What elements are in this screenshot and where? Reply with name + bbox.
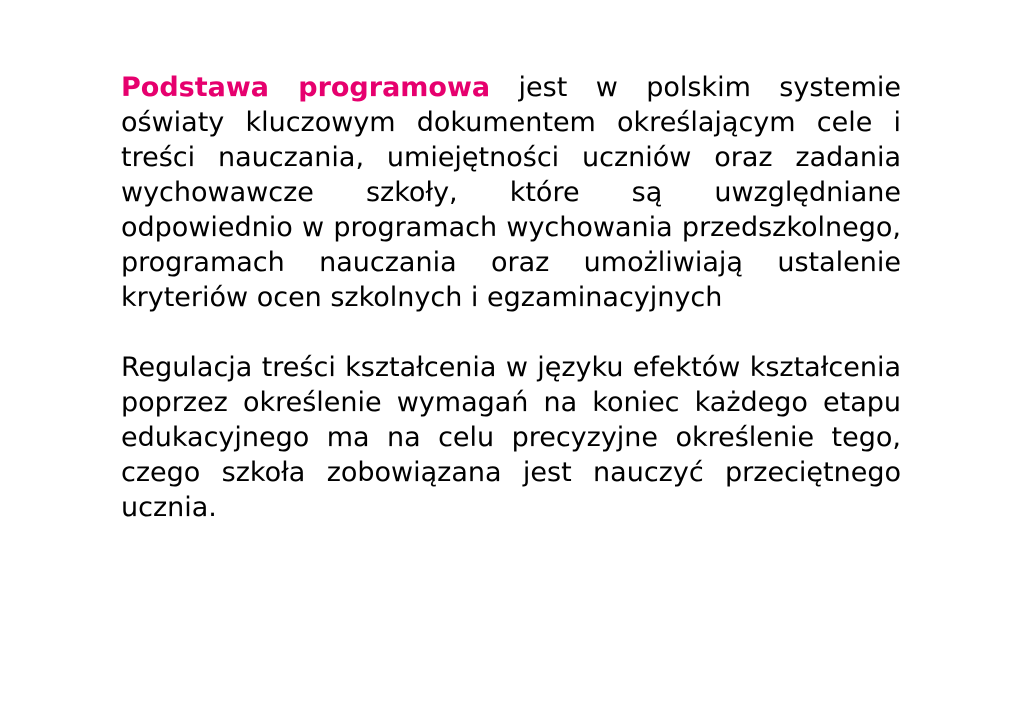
highlighted-term: Podstawa programowa: [121, 72, 491, 103]
paragraph-1-text: jest w polskim systemie oświaty kluczowym dokumentem określającym cele i treści nauczania, umiejętności uczniów oraz zadania wychowawcze szkoły, które są uwzględniane odpowiednio w programach wychowania przedszkolnego, programach nauczania oraz umożliwiają ustalenie kryteriów ocen szkolnych i egzaminacyjnych: [121, 72, 901, 313]
paragraph-podstawa-programowa: [121, 70, 901, 315]
paragraph-regulacja: [121, 350, 901, 525]
slide-content: [121, 70, 901, 525]
paragraph-2-text: Regulacja treści kształcenia w języku efektów kształcenia poprzez określenie wymagań na koniec każdego etapu edukacyjnego ma na celu precyzyjne określenie tego, czego szkoła zobowiązana jest nauczyć przeciętnego ucznia.: [121, 352, 901, 523]
